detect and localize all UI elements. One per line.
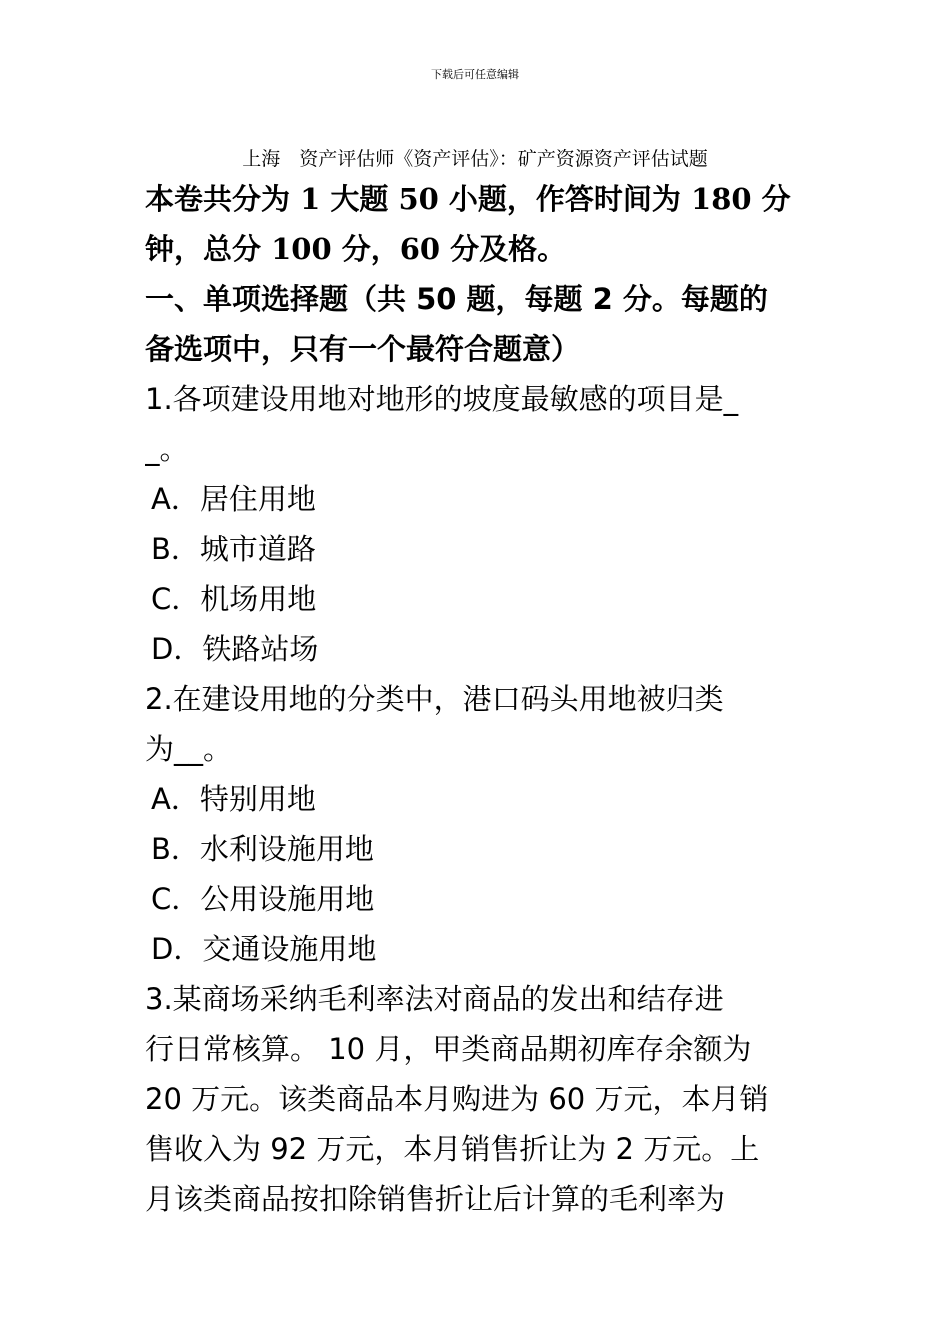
question-3-line-3: 20 万元。该类商品本月购进为 60 万元，本月销	[145, 1082, 769, 1116]
intro-line-2: 钟，总分 100 分，60 分及格。	[145, 232, 567, 266]
question-3	[145, 974, 825, 1224]
question-3-line-4: 售收入为 92 万元，本月销售折让为 2 万元。上	[145, 1132, 760, 1166]
question-1-option-a: A．居住用地	[151, 482, 316, 516]
document-body	[145, 174, 825, 1224]
section-heading-line-1: 一、单项选择题（共 50 题，每题 2 分。每题的	[145, 282, 768, 316]
question-3-line-2: 行日常核算。 10 月，甲类商品期初库存余额为	[145, 1032, 752, 1066]
question-1-line-2: _。	[145, 432, 189, 466]
question-1-option-c: C．机场用地	[151, 582, 317, 616]
question-1	[145, 374, 825, 674]
section-heading-line-2: 备选项中，只有一个最符合题意）	[145, 332, 581, 366]
question-2-option-d: D．交通设施用地	[151, 932, 377, 966]
intro-line-1: 本卷共分为 1 大题 50 小题，作答时间为 180 分	[145, 182, 791, 216]
question-2-option-b: B．水利设施用地	[151, 832, 374, 866]
question-2	[145, 674, 825, 974]
question-3-line-1: 3.某商场采纳毛利率法对商品的发出和结存进	[145, 982, 724, 1016]
document-title: 上海 资产评估师《资产评估》：矿产资源资产评估试题	[242, 148, 708, 170]
question-2-line-1: 2.在建设用地的分类中，港口码头用地被归类	[145, 682, 724, 716]
question-2-option-a: A．特别用地	[151, 782, 316, 816]
question-1-line-1: 1.各项建设用地对地形的坡度最敏感的项目是_	[145, 382, 739, 416]
question-1-option-b: B．城市道路	[151, 532, 316, 566]
question-1-option-d: D．铁路站场	[151, 632, 319, 666]
question-3-line-5: 月该类商品按扣除销售折让后计算的毛利率为	[145, 1182, 726, 1216]
question-2-option-c: C．公用设施用地	[151, 882, 375, 916]
question-2-line-2: 为__。	[145, 732, 233, 766]
header-note: 下载后可任意编辑	[431, 68, 519, 81]
